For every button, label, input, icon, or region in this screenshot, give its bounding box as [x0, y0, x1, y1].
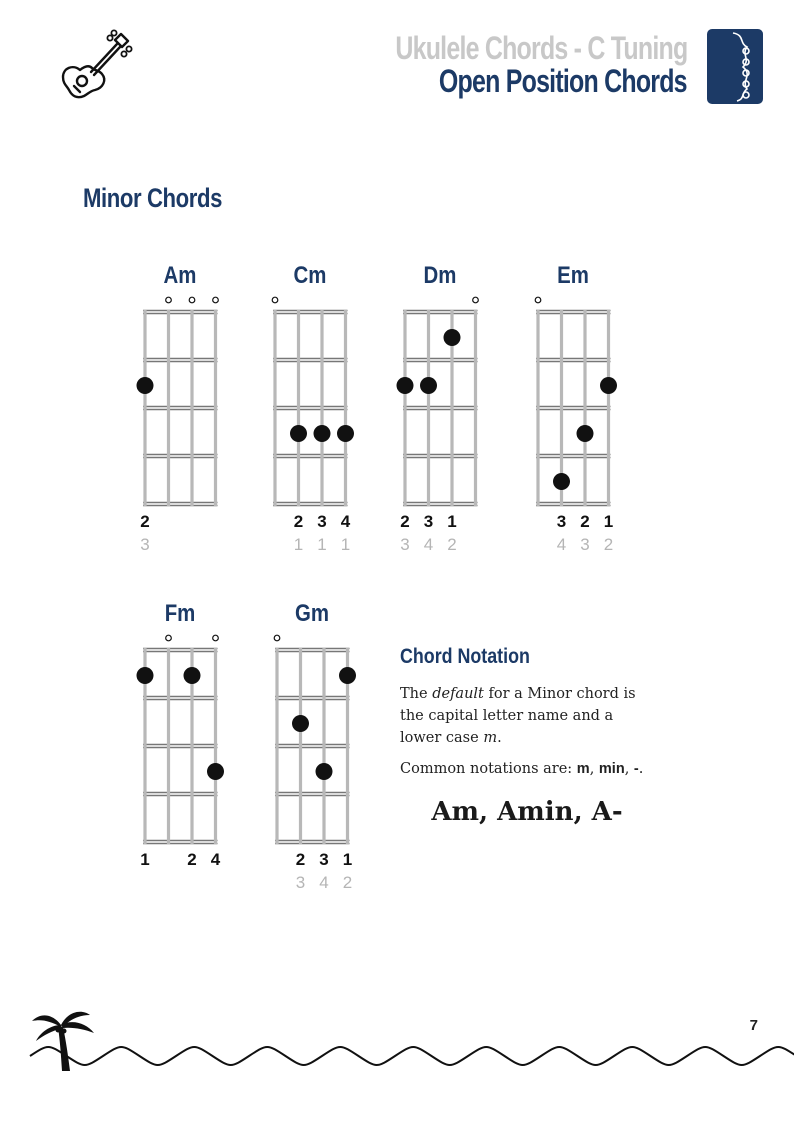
finger-dot — [339, 667, 356, 684]
fret-number: 2 — [140, 512, 150, 531]
wave-line — [0, 1030, 794, 1080]
fret-number: 2 — [580, 512, 590, 531]
finger-number: 2 — [447, 535, 457, 554]
finger-number: 3 — [400, 535, 410, 554]
finger-number: 2 — [603, 535, 614, 554]
fret-number: 2 — [187, 850, 197, 869]
finger-dot — [184, 667, 201, 684]
fret-number: 4 — [210, 850, 221, 869]
fret-number: 2 — [293, 512, 304, 531]
chord-name-dm: Dm — [423, 262, 457, 289]
finger-dot — [444, 329, 461, 346]
fret-number: 3 — [556, 512, 567, 531]
open-string-marker — [473, 297, 479, 303]
finger-number: 1 — [340, 535, 351, 554]
finger-number: 2 — [342, 873, 353, 892]
chord-name-gm: Gm — [295, 600, 330, 627]
finger-number: 3 — [295, 873, 306, 892]
notation-paragraph-2: Common notations are: m, min, -. — [400, 761, 644, 777]
notation-examples: Am, Amin, A- — [431, 797, 623, 827]
finger-dot — [207, 763, 224, 780]
finger-dot — [292, 715, 309, 732]
chord-diagram-dm — [395, 292, 486, 514]
section-title: Minor Chords — [83, 183, 222, 213]
chord-diagram-gm — [267, 630, 358, 852]
finger-dot — [314, 425, 331, 442]
chord-name-cm: Cm — [293, 262, 327, 289]
finger-dot — [600, 377, 617, 394]
finger-dot — [397, 377, 414, 394]
finger-number: 1 — [293, 535, 304, 554]
notation-paragraph-1: The default for a Minor chord is the capital letter name and a lower case m. — [400, 686, 636, 746]
finger-number: 1 — [317, 535, 327, 554]
open-string-marker — [213, 297, 219, 303]
tab-ribbon-icon — [707, 29, 763, 104]
open-string-marker — [535, 297, 541, 303]
finger-dot — [553, 473, 570, 490]
chord-diagram-em — [528, 292, 619, 514]
finger-number: 4 — [423, 535, 434, 554]
finger-dot — [316, 763, 333, 780]
chord-name-am: Am — [163, 262, 197, 289]
chord-name-fm: Fm — [164, 600, 196, 627]
finger-dot — [337, 425, 354, 442]
fret-number: 2 — [400, 512, 410, 531]
fret-number: 3 — [423, 512, 434, 531]
page-title: Open Position Chords — [439, 63, 687, 99]
open-string-marker — [189, 297, 195, 303]
page-supertitle: Ukulele Chords - C Tuning — [394, 30, 687, 66]
finger-dot — [137, 667, 154, 684]
fret-number: 4 — [340, 512, 351, 531]
fret-number: 1 — [140, 850, 150, 869]
open-string-marker — [272, 297, 278, 303]
ukulele-icon — [55, 28, 135, 104]
open-string-marker — [213, 635, 219, 641]
finger-dot — [420, 377, 437, 394]
finger-number: 4 — [556, 535, 567, 554]
notation-title: Chord Notation — [400, 645, 530, 668]
chord-diagram-am — [135, 292, 226, 514]
fret-number: 3 — [319, 850, 329, 869]
finger-dot — [290, 425, 307, 442]
finger-dot — [577, 425, 594, 442]
fret-number: 1 — [603, 512, 614, 531]
fret-number: 3 — [317, 512, 327, 531]
finger-dot — [137, 377, 154, 394]
fret-number: 2 — [295, 850, 306, 869]
fret-number: 1 — [342, 850, 353, 869]
finger-number: 3 — [140, 535, 150, 554]
open-string-marker — [274, 635, 280, 641]
finger-number: 4 — [319, 873, 329, 892]
chord-diagram-fm — [135, 630, 226, 852]
fret-number: 1 — [447, 512, 457, 531]
chord-diagram-cm — [265, 292, 356, 514]
page-number: 7 — [749, 1017, 758, 1034]
open-string-marker — [166, 635, 172, 641]
chord-name-em: Em — [557, 262, 590, 289]
open-string-marker — [166, 297, 172, 303]
notation-emphasis: default — [432, 686, 484, 702]
finger-number: 3 — [580, 535, 590, 554]
palm-tree-icon — [28, 1005, 98, 1075]
